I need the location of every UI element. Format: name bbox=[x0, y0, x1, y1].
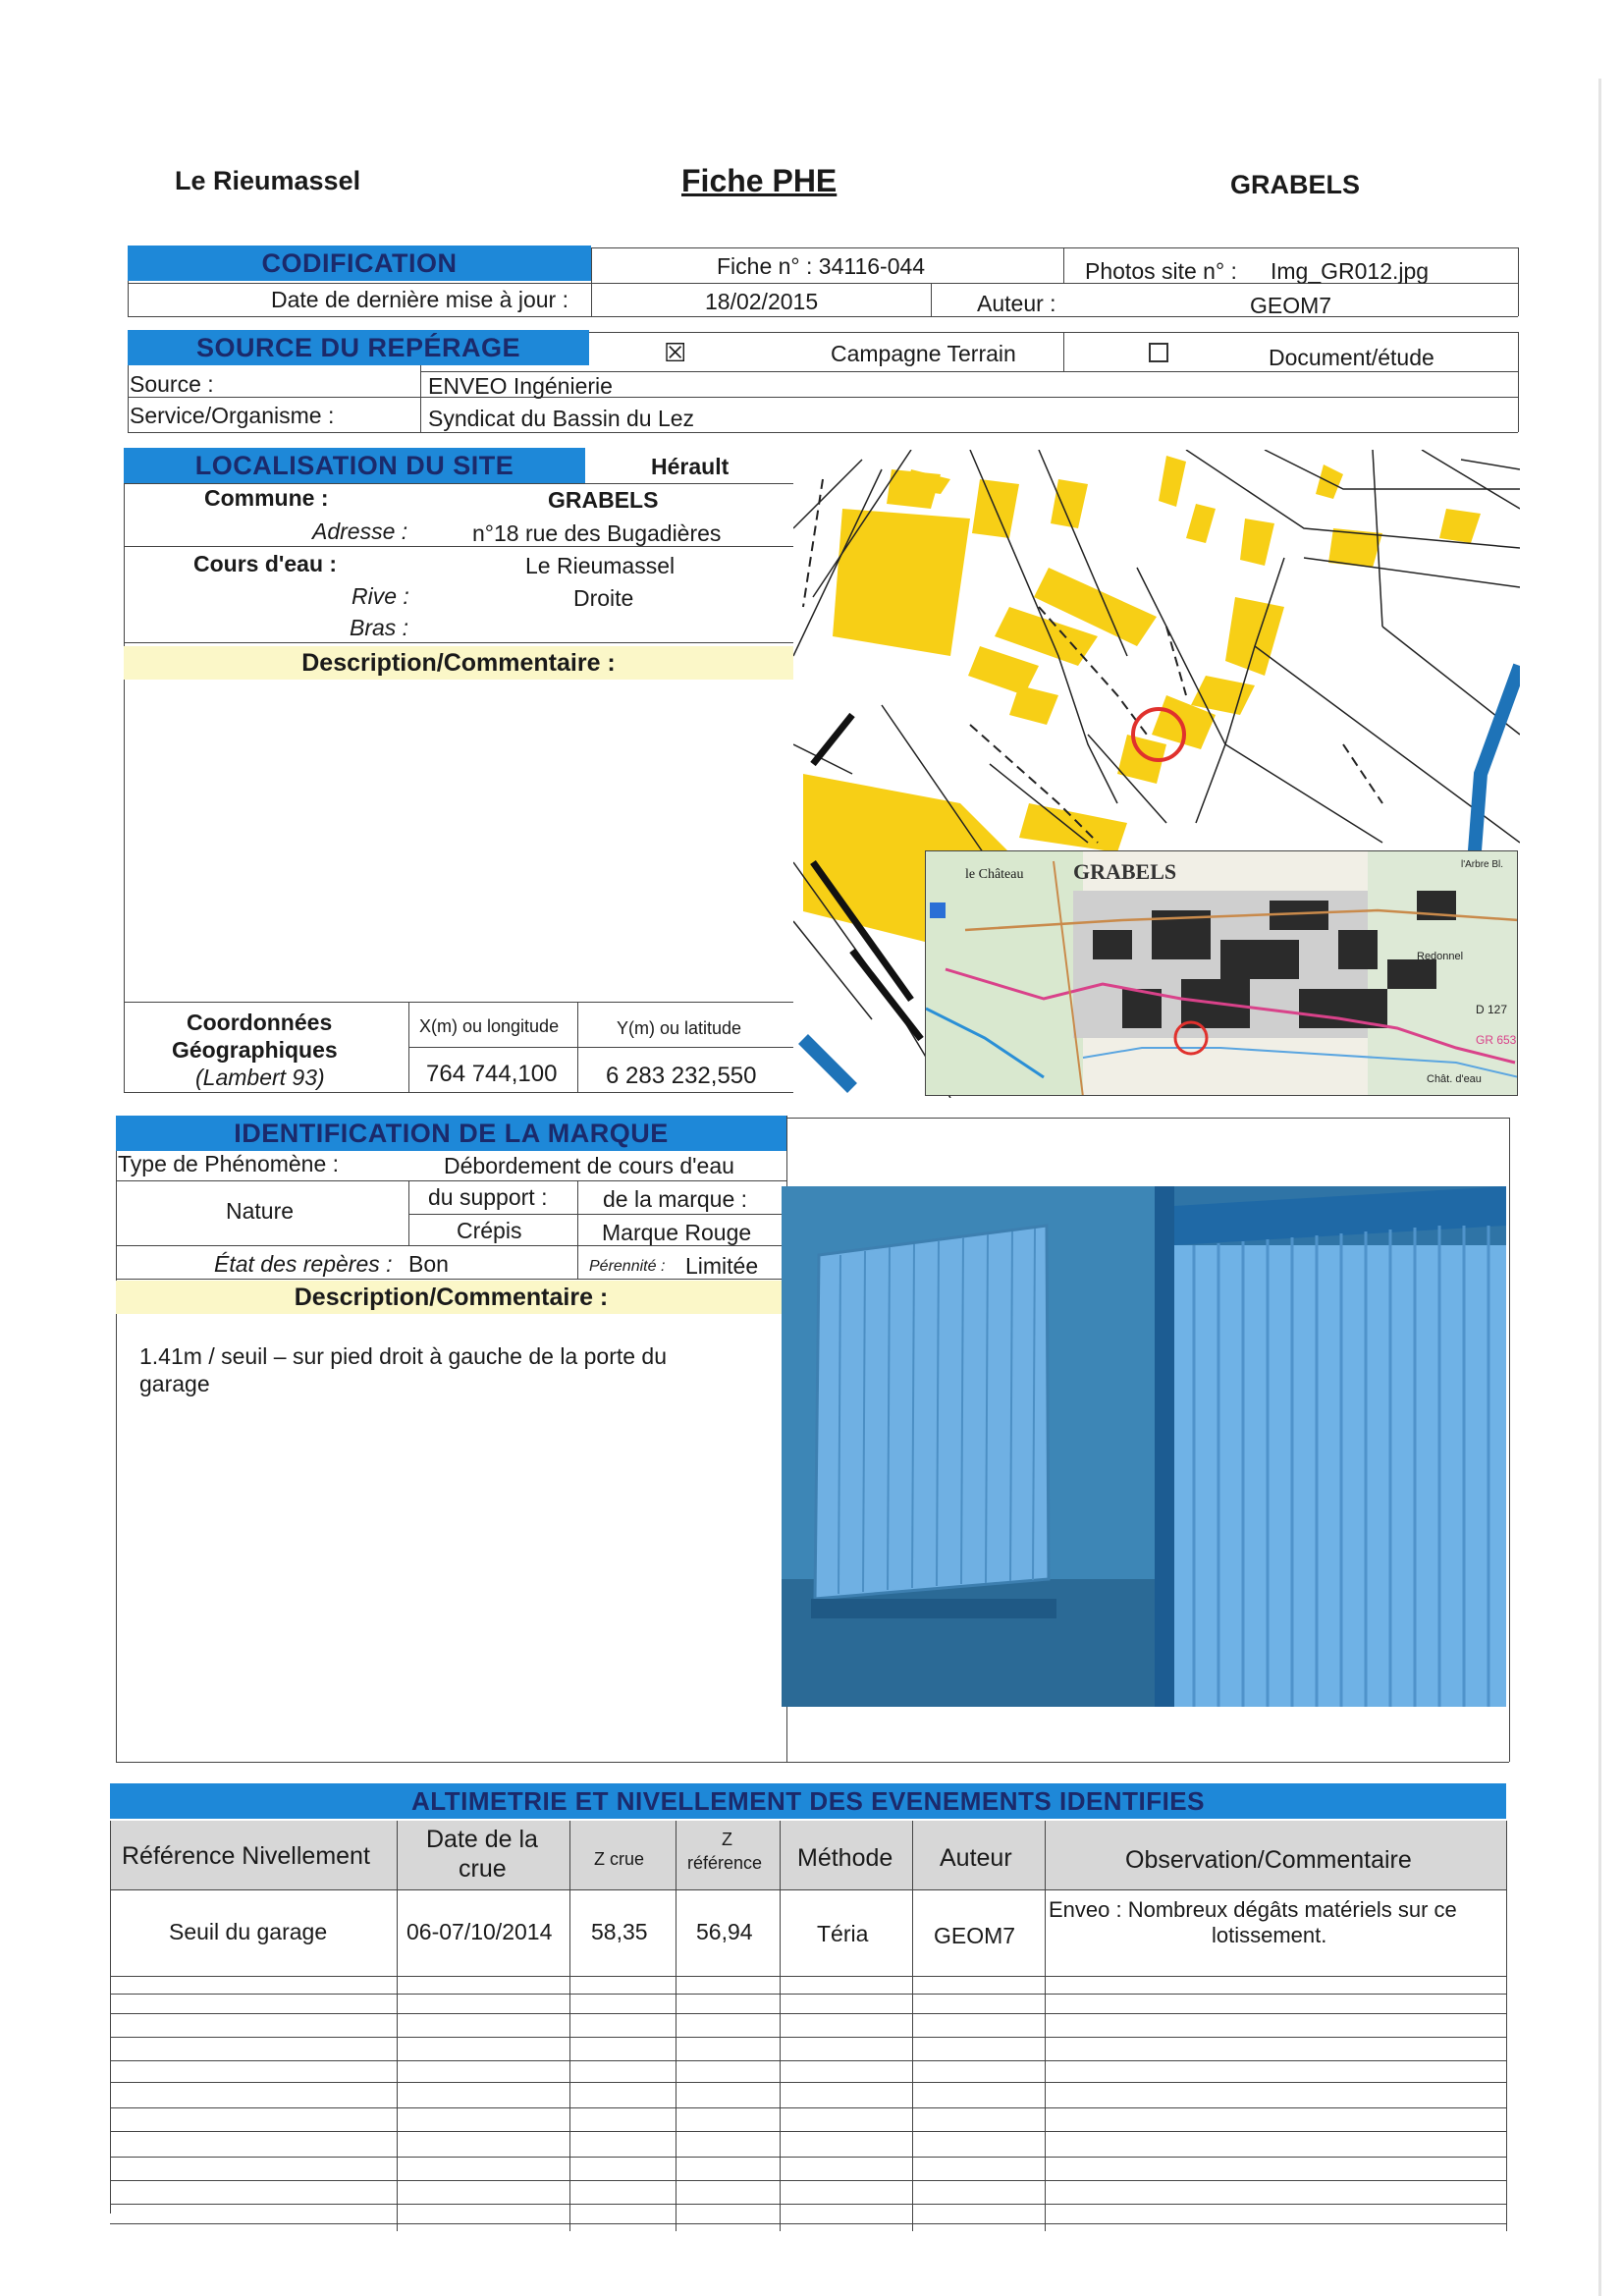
codification-title: CODIFICATION bbox=[128, 246, 591, 281]
perennite-label: Pérennité : bbox=[589, 1258, 666, 1275]
support-value: Crépis bbox=[457, 1218, 522, 1243]
bras-label: Bras : bbox=[350, 615, 409, 640]
header-right: GRABELS bbox=[1230, 170, 1361, 199]
localisation-title: LOCALISATION DU SITE bbox=[124, 448, 585, 483]
date-label: Date de dernière mise à jour : bbox=[271, 287, 568, 312]
col-auteur: Auteur bbox=[940, 1844, 1012, 1872]
row-date: 06-07/10/2014 bbox=[406, 1919, 553, 1944]
nature-label: Nature bbox=[226, 1198, 295, 1224]
overview-label-chateau: le Château bbox=[965, 867, 1024, 882]
support-label: du support : bbox=[428, 1184, 548, 1210]
identification-title: IDENTIFICATION DE LA MARQUE bbox=[116, 1116, 786, 1151]
commune-label: Commune : bbox=[204, 485, 329, 511]
document-label: Document/étude bbox=[1269, 345, 1434, 370]
col-zref-1: Z bbox=[722, 1830, 732, 1849]
marque-description-title: Description/Commentaire : bbox=[116, 1281, 786, 1314]
header-left: Le Rieumassel bbox=[175, 166, 361, 195]
row-observation-1: Enveo : Nombreux dégâts matériels sur ce bbox=[1049, 1897, 1457, 1922]
commune-value: GRABELS bbox=[548, 487, 659, 513]
overview-label-grabels: GRABELS bbox=[1073, 859, 1177, 884]
col-methode: Méthode bbox=[797, 1844, 893, 1872]
etat-value: Bon bbox=[408, 1251, 449, 1277]
cours-label: Cours d'eau : bbox=[193, 551, 338, 576]
fiche-number: Fiche n° : 34116-044 bbox=[717, 253, 926, 279]
loc-description-title: Description/Commentaire : bbox=[124, 646, 793, 680]
row-observation-2: lotissement. bbox=[1212, 1923, 1327, 1947]
row-zcrue: 58,35 bbox=[591, 1919, 648, 1944]
loc-description-body bbox=[126, 682, 791, 1002]
marque-description-line-1: 1.41m / seuil – sur pied droit à gauche de la porte du bbox=[139, 1343, 668, 1369]
scan-edge bbox=[1598, 79, 1601, 2296]
perennite-value: Limitée bbox=[685, 1253, 759, 1279]
col-observation: Observation/Commentaire bbox=[1125, 1846, 1412, 1874]
overview-label-chateau-eau: Chât. d'eau bbox=[1427, 1073, 1482, 1085]
coord-label-1: Coordonnées bbox=[187, 1010, 333, 1035]
departement: Hérault bbox=[651, 454, 730, 479]
date-value: 18/02/2015 bbox=[705, 289, 819, 314]
cours-value: Le Rieumassel bbox=[525, 553, 676, 578]
rive-label: Rive : bbox=[352, 583, 409, 609]
service-value: Syndicat du Bassin du Lez bbox=[428, 406, 695, 431]
service-label: Service/Organisme : bbox=[130, 403, 335, 428]
overview-label-redonnel: Redonnel bbox=[1417, 951, 1464, 962]
coord-label-3: (Lambert 93) bbox=[195, 1065, 325, 1090]
col-date-1: Date de la bbox=[426, 1826, 538, 1853]
row-auteur: GEOM7 bbox=[934, 1923, 1016, 1948]
source-title: SOURCE DU REPÉRAGE bbox=[128, 330, 589, 365]
photos-label: Photos site n° : bbox=[1085, 258, 1237, 284]
col-ref: Référence Nivellement bbox=[122, 1842, 370, 1870]
marque-description-line-2: garage bbox=[139, 1371, 210, 1396]
adresse-value: n°18 rue des Bugadières bbox=[472, 520, 722, 546]
x-value: 764 744,100 bbox=[426, 1061, 558, 1087]
type-label: Type de Phénomène : bbox=[118, 1151, 340, 1176]
source-value: ENVEO Ingénierie bbox=[428, 373, 613, 399]
auteur-value: GEOM7 bbox=[1250, 293, 1332, 318]
page-title: Fiche PHE bbox=[681, 163, 838, 198]
overview-label-arbre: l'Arbre Bl. bbox=[1461, 859, 1504, 870]
site-photo bbox=[782, 1186, 1506, 1707]
type-value: Débordement de cours d'eau bbox=[444, 1153, 734, 1178]
coord-label-2: Géographiques bbox=[172, 1037, 338, 1063]
altimetrie-title: ALTIMETRIE ET NIVELLEMENT DES EVENEMENTS IDENTIFIES bbox=[110, 1783, 1506, 1819]
source-label: Source : bbox=[130, 371, 214, 397]
campagne-checkbox[interactable]: ☒ bbox=[664, 338, 687, 367]
y-label: Y(m) ou latitude bbox=[617, 1018, 742, 1038]
photos-value: Img_GR012.jpg bbox=[1271, 258, 1430, 284]
overview-map bbox=[925, 850, 1518, 1096]
y-value: 6 283 232,550 bbox=[606, 1063, 757, 1089]
overview-label-d127: D 127 bbox=[1476, 1003, 1508, 1016]
marque-label: de la marque : bbox=[603, 1186, 748, 1212]
document-checkbox[interactable] bbox=[1149, 343, 1168, 362]
row-zref: 56,94 bbox=[696, 1919, 753, 1944]
row-methode: Téria bbox=[817, 1921, 869, 1946]
etat-label: État des repères : bbox=[214, 1251, 393, 1277]
col-zref-2: référence bbox=[687, 1853, 763, 1873]
overview-label-gr653: GR 653 bbox=[1476, 1033, 1517, 1047]
location-map bbox=[793, 450, 1520, 1098]
x-label: X(m) ou longitude bbox=[419, 1016, 560, 1036]
adresse-label: Adresse : bbox=[312, 519, 408, 544]
campagne-label: Campagne Terrain bbox=[831, 341, 1016, 366]
col-date-2: crue bbox=[459, 1855, 507, 1883]
col-zcrue: Z crue bbox=[594, 1849, 645, 1869]
marque-value: Marque Rouge bbox=[602, 1220, 752, 1245]
auteur-label: Auteur : bbox=[977, 291, 1056, 316]
rive-value: Droite bbox=[573, 585, 634, 611]
row-ref: Seuil du garage bbox=[169, 1919, 328, 1944]
